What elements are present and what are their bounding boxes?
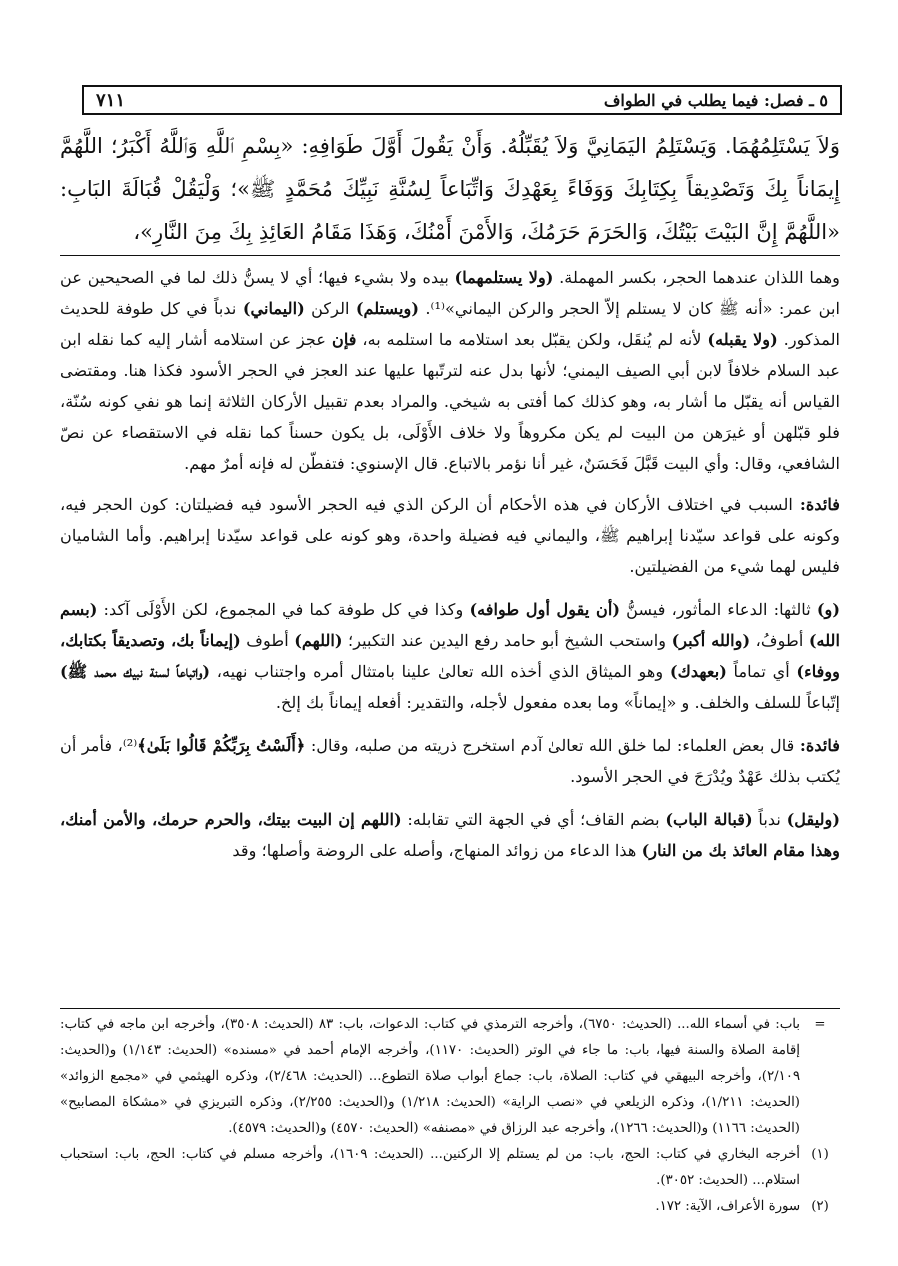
text-run: ندباً [752,810,787,829]
footnote-text: سورة الأعراف، الآية: ١٧٢. [655,1199,800,1214]
section-title: ٥ ـ فصل: فيما يطلب في الطواف [603,90,828,110]
text-run: ندباً في كل طوفة للحديث المذكور. [60,299,841,349]
text-run: لأنه لم يُنقَل، ولكن يقبّل بعد استلامه ما استلمه به، [356,330,708,349]
text-run: أطوف [240,631,295,650]
footnote [60,1012,840,1142]
text-run: أي تماماً [726,662,797,681]
footnotes [60,1012,840,1220]
text-run: ⁽²⁾، فأمر أن يُكتب بذلك عَهْدٌ ويُدْرَجَ في الحجر الأسود. [60,736,840,786]
commentary-paragraph [60,489,840,582]
bold-text-run: (اليماني) [242,299,305,318]
text-run: وهما اللذان عندهما الحجر، بكسر المهملة. [553,268,840,287]
bold-text-run: (اللهم) [294,631,343,650]
bold-text-run: (وليقل) [786,810,840,829]
bold-text-run: (واتباعاً لسنة نبيك محمد ﷺ) [60,662,211,681]
text-run: بيده ولا بشيء فيها؛ أي لا يسنُّ ذلك لما في الصحيحين عن ابن عمر: «أنه ﷺ كان لا يستلم إلاّ الحجر والركن اليماني»⁽¹⁾. [60,268,840,318]
text-run: هذا الدعاء من زوائد المنهاج، وأصله على الروضة وأصلها؛ وقد [232,841,642,860]
bold-text-run: فائدة: [799,495,840,514]
text-run: أطوفُ، [750,631,809,650]
bold-text-run: (ولا يقبله) [707,330,778,349]
footnote-marker: (١) [811,1147,829,1162]
bold-text-run: (و) [816,600,840,619]
bold-text-run: فإن [331,330,357,349]
bold-text-run: (ويستلم) [355,299,419,318]
text-run: الركن [304,299,356,318]
footnote [60,1142,840,1194]
text-run: عجز عن استلامه أشار إليه كما نقله ابن عبد السلام خلافاً لابن أبي الصيف اليمني؛ لأنها بدل عنه لترتّبها عليها عند العجز في الحجر الأسود فكذا هنا. ومقتضى القياس أنه يقبّل ما أشار به، وهو كذلك كما أفتى به شيخي. والمراد بعدم تقبيل الأركان الثلاثة إنما هو نفي كونه سُنّة، فلو قبّلهن أو غيرَهن من البيت لم يكن مكروهاً ولا خلاف الأَوْلَى، بل يكون حسناً كما نقله في الاستقصاء عن نصّ الشافعي، وقال: وأي البيت قَبَّلَ فَحَسَنٌ، غير أنا نؤمر بالاتباع. قال الإسنوي: فتفطّن له فإنه أمرٌ مهم. [60,330,840,473]
text-run: وكذا في كل طوفة كما في المجموع، لكن الأَوْلَى آكد: [97,600,470,619]
bold-text-run: (أن يقول أول طوافه) [469,600,621,619]
bold-text-run: (بعهدك) [669,662,727,681]
footnote-divider [60,1008,840,1009]
page-header [82,85,842,115]
footnote-marker: (٢) [811,1199,829,1214]
bold-text-run: (ولا يستلمهما) [454,268,554,287]
bold-text-run: (والله أكبر) [671,631,751,650]
footnote-text: أخرجه البخاري في كتاب: الحج، باب: من لم يستلم إلا الركنين... (الحديث: ١٦٠٩)، وأخرجه مسلم في كتاب: الحج، باب: استحباب استلام... (الحديث: ٣٠٥٢). [60,1147,800,1188]
commentary [60,262,840,876]
commentary-paragraph [60,262,840,479]
commentary-paragraph [60,804,840,866]
commentary-paragraph [60,730,840,792]
bold-text-run: (إيماناً بك، وتصديقاً بكتابك، ووفاء) [60,631,840,681]
footnote-marker: = [814,1017,826,1032]
bold-text-run: ﴿أَلَسْتُ بِرَبِّكُمْ قَالُوا بَلَىٰ﴾ [137,736,306,755]
main-text-divider [60,255,840,256]
bold-text-run: (اللهم إن البيت بيتك، والحرم حرمك، والأمن أمنك، وهذا مقام العائذ بك من النار) [60,810,840,860]
page-number: ٧١١ [96,89,126,111]
text-run: قال بعض العلماء: لما خلق الله تعالىٰ آدم استخرج ذريته من صلبه، وقال: [305,736,800,755]
footnote-text: باب: في أسماء الله... (الحديث: ٦٧٥٠)، وأخرجه الترمذي في كتاب: الدعوات، باب: ٨٣ (الحديث: ٣٥٠٨)، وأخرجه ابن ماجه في كتاب: إقامة الصلاة والسنة فيها، باب: ما جاء في الوتر (الحديث: ١١٧٠)، وأخرجه الإمام أحمد في «مسنده» (الحديث: ١/١٤٣) و(الحديث: ٢/١٠٩)، وأخرجه البيهقي في كتاب: الصلاة، باب: جماع أبواب صلاة التطوع... (الحديث: ٢/٤٦٨)، وذكره الهيثمي في «مجمع الزوائد» (الحديث: ١/٢١١)، وذكره الزيلعي في «نصب الراية» (الحديث: ١/٢١٨) و(الحديث: ٢/٢٥٥)، وذكره التبريزي في «مشكاة المصابيح» (الحديث: ١١٦٦) و(الحديث: ١٢٦٦)، وأخرجه عبد الرزاق في «مصنفه» (الحديث: ٤٥٧٠) و(الحديث: ٤٥٧٩). [60,1017,801,1136]
footnote [60,1194,840,1220]
text-run: السبب في اختلاف الأركان في هذه الأحكام أن الركن الذي فيه الحجر الأسود فيه فضيلتان: كون الحجر فيه، وكونه على قواعد سيّدنا إبراهيم ﷺ، واليماني فيه فضيلة واحدة، وهو كونه على قواعد سيّدنا إبراهيم. وأما الشاميان فليس لهما شيء من الفضيلتين. [60,495,840,576]
text-run: إتّباعاً للسلف والخلف. و «إيماناً» وما بعده مفعول لأجله، والتقدير: أفعله إيماناً بك إلخ. [275,693,840,712]
bold-text-run: (بسم الله) [60,600,840,650]
text-run: وهو الميثاق الذي أخذه الله تعالىٰ علينا بامتثال أمره واجتناب نهيه، [210,662,670,681]
text-run: بضم القاف؛ أي في الجهة التي تقابله: [401,810,666,829]
text-run: ثالثها: الدعاء المأثور، فيسنُّ [620,600,817,619]
main-text: وَلاَ يَسْتَلِمُهُمَا. وَيَسْتَلِمُ اليَمَانِيَّ وَلاَ يُقَبِّلُهُ. وَأَنْ يَقُولَ أَوَّلَ طَوَافِهِ: «بِسْمِ ٱللَّهِ وَٱللَّهُ أَكْبَرُ؛ اللَّهُمَّ إِيمَاناً بِكَ وَتَصْدِيقاً بِكِتَابِكَ وَوَفَاءً بِعَهْدِكَ وَاتِّبَاعاً لِسُنَّةِ نَبِيِّكَ مُحَمَّدٍ ﷺ»؛ وَلْيَقُلْ قُبَالَةَ البَابِ: «اللَّهُمَّ إِنَّ البَيْتَ بَيْتُكَ، وَالحَرَمَ حَرَمُكَ، وَالأَمْنَ أَمْنُكَ، وَهَذَا مَقَامُ العَائِذِ بِكَ مِنَ النَّارِ»، [60,134,840,244]
bold-text-run: (قبالة الباب) [665,810,753,829]
bold-text-run: فائدة: [799,736,840,755]
text-run: واستحب الشيخ أبو حامد رفع اليدين عند التكبير؛ [342,631,672,650]
commentary-paragraph [60,594,840,718]
